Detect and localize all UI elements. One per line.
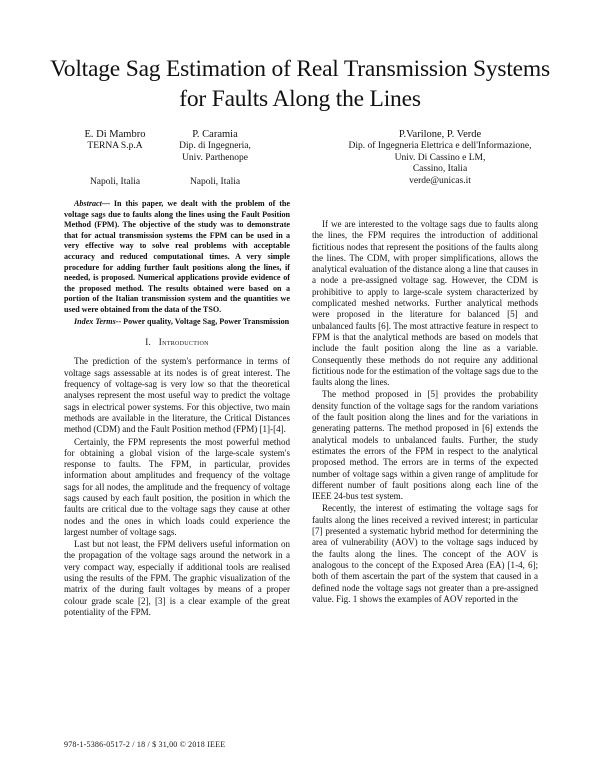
paragraph: The prediction of the system's performance in terms of voltage sags assessable at its nodes is of great interest. The frequency of voltage-sag is very low so that the theoretical analyses represent the most useful way to predict the voltage sags in electrical power systems. For this objective, two main methods are available in the literature, the Critical Distances method (CDM) and the Fault Position method (FPM) [1]-[4]. <box>64 356 290 435</box>
author-name: P. Caramia <box>192 129 238 140</box>
author-affiliation: Dip. of Ingegneria Elettrica e dell'Informazione, <box>348 141 532 151</box>
author-name: E. Di Mambro <box>84 129 146 140</box>
author-email: verde@unicas.it <box>409 175 471 186</box>
index-terms-lead: Index Terms <box>74 316 116 326</box>
left-column <box>64 199 290 619</box>
abstract <box>64 199 290 316</box>
section-heading <box>64 337 290 348</box>
author-location: Cassino, Italia <box>412 164 468 174</box>
abstract-text: — In this paper, we dealt with the problem of the voltage sags due to faults along the lines using the Fault Position Method (FPM). The objective of the study was to demonstrate that for actual transmission systems the FPM can be used in a very effective way to solve real problems with acceptable accuracy and reduced computational times. A very simple procedure for adding further fault positions along the lines, if needed, is proposed. Numerical applications provide evidence of the proposed method. The results obtained were based on a portion of the Italian transmission system and the quantities we used were obtained from the data of the TSO. <box>64 199 290 314</box>
index-terms <box>64 317 290 328</box>
paragraph: The method proposed in [5] provides the probability density function of the voltage sags for the random variations of the fault position along the lines and for the variations in generating patterns. The method proposed in [6] extends the analytical models to unbalanced faults. Further, the study estimates the errors of the FPM in respect to the analytical proposed method. The errors are in terms of the expected number of voltage sags within a given range of amplitude for different number of fault positions along each line of the IEEE 24-bus test system. <box>312 389 538 502</box>
paper-title <box>20 54 580 114</box>
paragraph: Certainly, the FPM represents the most powerful method for obtaining a global vision of the large-scale system's response to faults. The FPM, in particular, provides information about amplitudes and frequency of the voltage sags for all nodes, the amplitude and the frequency of voltage sags caused by each fault position, the position in which the faults are critical due to the voltage sags they cause at other nodes and the ones in which loads could experience the largest number of voltage sags. <box>64 436 290 537</box>
paragraph: Recently, the interest of estimating the voltage sags for faults along the lines received a revived interest; in particular [7] presented a systematic hybrid method for determining the area of vulnerability (AOV) to the voltage sags induced by the faults along the lines. The concept of the AOV is analogous to the concept of the Exposed Area (EA) [1-4, 6]; both of them ascertain the part of the system that caused in a defined node the voltage sags not greater than a pre-assigned value. Fig. 1 shows the examples of AOV reported in the <box>312 503 538 604</box>
author-affiliation: Univ. Parthenope <box>182 152 248 163</box>
author-affiliation: TERNA S.p.A <box>87 141 143 151</box>
author-affiliation: Dip. di Ingegneria, <box>179 141 251 151</box>
title-line-2: for Faults Along the Lines <box>179 86 421 112</box>
index-terms-text: -- Power quality, Voltage Sag, Power Transmission <box>115 316 290 326</box>
copyright-footer: 978-1-5386-0517-2 / 18 / $ 31,00 © 2018 IEEE <box>64 740 226 749</box>
section-number: I. <box>145 337 152 348</box>
author-location: Napoli, Italia <box>189 176 241 187</box>
right-column <box>312 219 538 606</box>
author-block-3 <box>340 128 540 187</box>
author-block-2 <box>160 128 270 188</box>
section-title: Introduction <box>158 337 209 348</box>
paragraph: If we are interested to the voltage sags due to faults along the lines, the FPM requires the introduction of additional fictitious nodes that represent the positions of the faults along the lines. The CDM, with proper simplifications, allows the analytical evaluation of the distance along a line that causes in a node a pre-assigned voltage sag. However, the CDM is prohibitive to apply to large-scale system characterized by complicated meshed networks. Further analytical methods were proposed in the literature for balanced [5] and unbalanced faults [6]. The most attractive feature in respect to FPM is that the analytical methods are based on models that include the fault position along the line as a variable. Consequently these methods do not require any additional fictitious node for the estimation of the voltage sags due to the faults along the lines. <box>312 219 538 388</box>
author-affiliation: Univ. Di Cassino e LM, <box>394 152 486 163</box>
author-location: Napoli, Italia <box>89 176 141 187</box>
title-line-1: Voltage Sag Estimation of Real Transmission Systems <box>50 56 550 82</box>
author-block-1 <box>60 128 170 188</box>
paragraph: Last but not least, the FPM delivers useful information on the propagation of the voltage sags around the network in a very compact way, especially if additional tools are realised using the results of the FPM. The graphic visualization of the matrix of the during fault voltages by means of a proper colour grade scale [2], [3] is a clear example of the great potentiality of the FPM. <box>64 539 290 617</box>
abstract-lead: Abstract <box>74 199 102 208</box>
author-name: P.Varilone, P. Verde <box>398 129 482 140</box>
